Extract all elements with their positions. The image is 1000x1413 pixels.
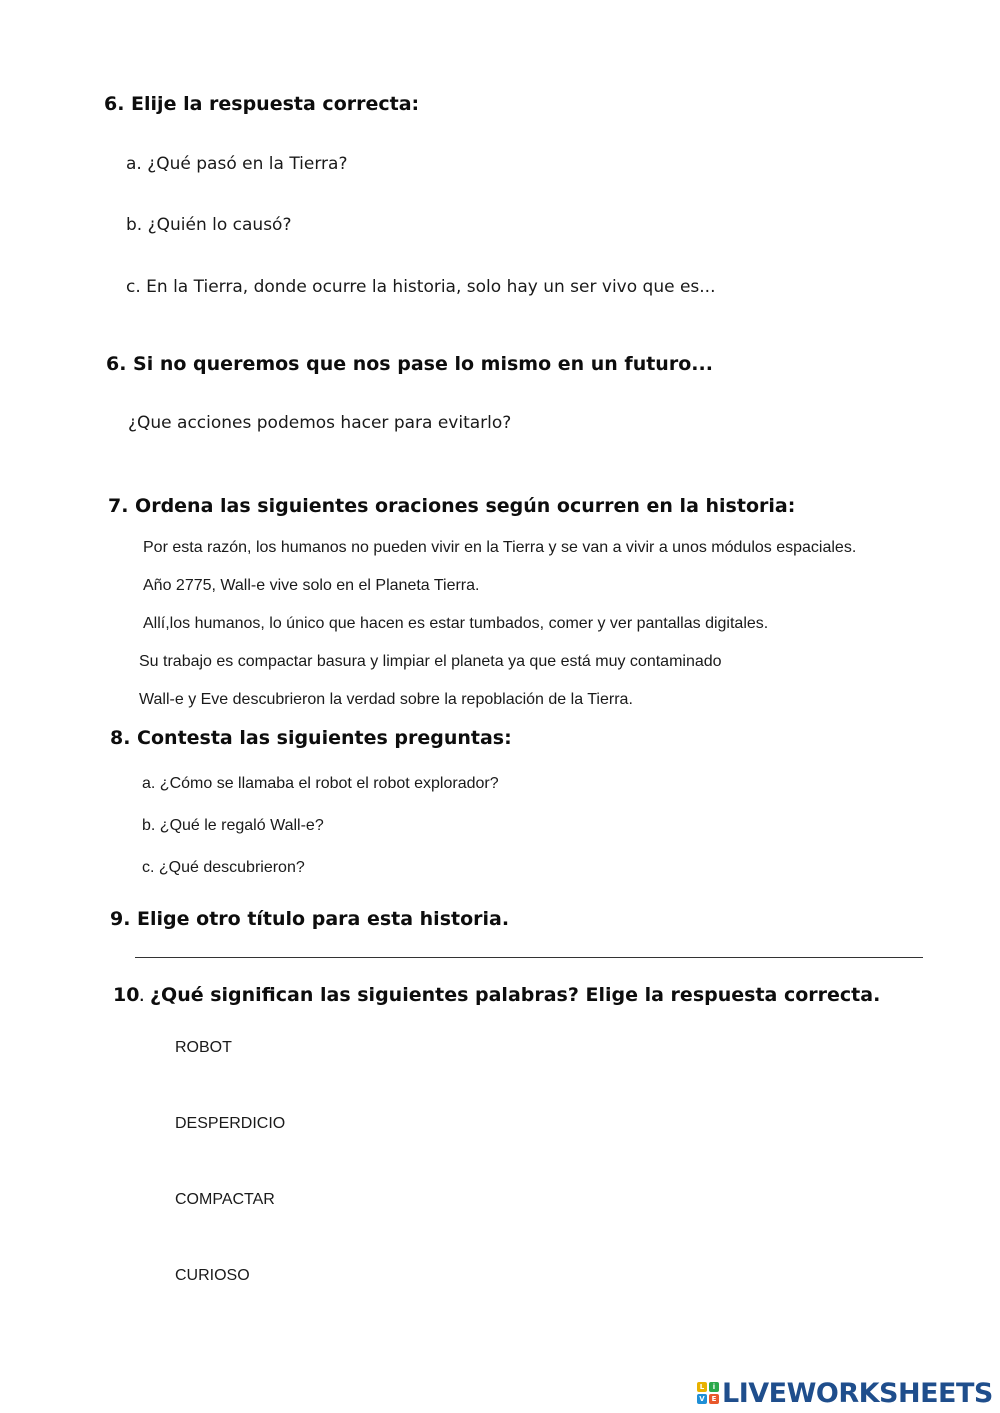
section-10-number: 10	[113, 984, 140, 1006]
question-8a: a. ¿Cómo se llamaba el robot el robot explorador?	[142, 775, 499, 792]
answer-line[interactable]	[135, 957, 923, 958]
section-10-title: ¿Qué significan las siguientes palabras? Elige la respuesta correcta.	[150, 984, 881, 1006]
logo-tiles-icon	[697, 1382, 719, 1404]
logo-tile: E	[709, 1394, 719, 1404]
sentence-item[interactable]: Wall-e y Eve descubrieron la verdad sobre la repoblación de la Tierra.	[139, 691, 633, 708]
liveworksheets-logo[interactable]	[697, 1376, 993, 1410]
vocab-word-desperdicio: DESPERDICIO	[175, 1115, 286, 1132]
vocab-word-compactar: COMPACTAR	[175, 1191, 275, 1208]
section-8-heading: 8. Contesta las siguientes preguntas:	[110, 727, 512, 749]
section-7-heading: 7. Ordena las siguientes oraciones según ocurren en la historia:	[108, 495, 796, 517]
question-6a: a. ¿Qué pasó en la Tierra?	[126, 154, 348, 174]
sentence-item[interactable]: Allí,los humanos, lo único que hacen es estar tumbados, comer y ver pantallas digitales.	[143, 615, 769, 632]
question-6b: b. ¿Quién lo causó?	[126, 215, 292, 235]
question-6c: c. En la Tierra, donde ocurre la historia, solo hay un ser vivo que es...	[126, 277, 716, 297]
sentence-item[interactable]: Por esta razón, los humanos no pueden vivir en la Tierra y se van a vivir a unos módulos espaciales.	[143, 539, 857, 556]
question-8b: b. ¿Qué le regaló Wall-e?	[142, 817, 324, 834]
logo-tile: i	[709, 1382, 719, 1392]
sentence-item[interactable]: Su trabajo es compactar basura y limpiar el planeta ya que está muy contaminado	[139, 653, 722, 670]
vocab-word-curioso: CURIOSO	[175, 1267, 250, 1284]
section-10-dot: .	[139, 990, 145, 1004]
question-8c: c. ¿Qué descubrieron?	[142, 859, 305, 876]
section-10-heading	[113, 984, 880, 1006]
question-6b-actions: ¿Que acciones podemos hacer para evitarlo?	[128, 413, 512, 433]
section-6-heading: 6. Elije la respuesta correcta:	[104, 93, 420, 115]
sentence-item[interactable]: Año 2775, Wall-e vive solo en el Planeta Tierra.	[143, 577, 480, 594]
logo-tile: V	[697, 1394, 707, 1404]
logo-text: LIVEWORKSHEETS	[722, 1377, 993, 1409]
section-6b-heading: 6. Si no queremos que nos pase lo mismo en un futuro...	[106, 353, 713, 375]
section-9-heading: 9. Elige otro título para esta historia.	[110, 908, 510, 930]
vocab-word-robot: ROBOT	[175, 1039, 232, 1056]
logo-tile: L	[697, 1382, 707, 1392]
